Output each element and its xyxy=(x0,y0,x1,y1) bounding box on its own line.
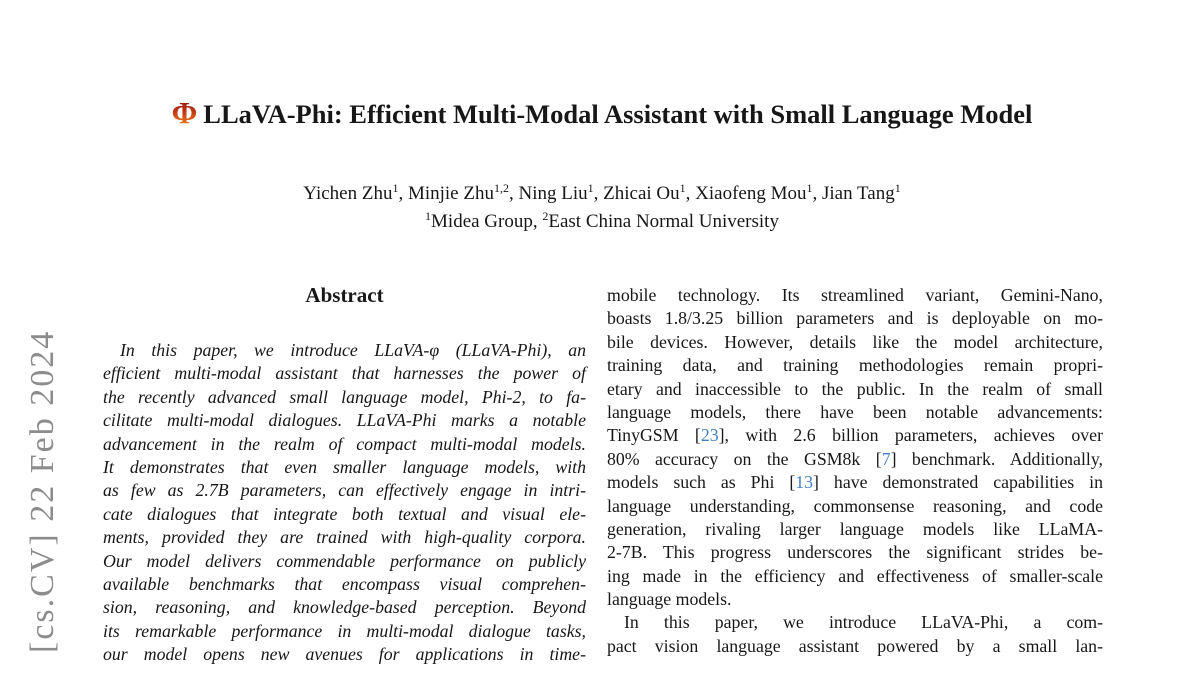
text-segment: 2 xyxy=(542,209,549,223)
text-segment: , Xiaofeng Mou xyxy=(685,183,807,204)
text-segment: efficient multi-modal assistant that harnesses the power of xyxy=(103,363,586,384)
text-line xyxy=(103,620,586,643)
text-segment: Our model delivers commendable performance on publicly xyxy=(103,550,586,571)
text-segment: mobile technology. Its streamlined variant, Gemini-Nano, xyxy=(607,285,1103,305)
text-line xyxy=(607,378,1103,401)
text-segment: It demonstrates that even smaller language models, with xyxy=(103,456,586,477)
text-segment: cate dialogues that integrate both textual and visual ele- xyxy=(103,503,586,524)
text-line xyxy=(103,386,586,409)
text-segment: ing made in the efficiency and effectiveness of smaller-scale xyxy=(607,565,1103,586)
citation-link[interactable]: 7 xyxy=(881,448,891,469)
paper-title: LLaVA-Phi: Efficient Multi-Modal Assistant with Small Language Model xyxy=(203,99,1033,129)
citation-link[interactable]: 13 xyxy=(795,472,814,493)
text-segment: boasts 1.8/3.25 billion parameters and is deployable on mo- xyxy=(607,308,1103,329)
text-line xyxy=(607,331,1103,354)
text-segment: East China Normal University xyxy=(548,211,779,232)
text-line xyxy=(607,495,1103,518)
abstract-heading: Abstract xyxy=(305,283,384,307)
arxiv-stamp: [cs.CV] 22 Feb 2024 xyxy=(24,329,61,653)
text-segment: available benchmarks that encompass visual comprehen- xyxy=(103,573,586,594)
text-line xyxy=(607,354,1103,377)
text-line xyxy=(103,409,586,432)
text-line xyxy=(607,635,1103,658)
text-segment: pact vision language assistant powered by a small lan- xyxy=(607,635,1103,656)
text-segment: sion, reasoning, and knowledge-based perception. Beyond xyxy=(103,597,586,618)
text-segment: our model opens new avenues for applications in time- xyxy=(103,644,586,665)
text-segment: TinyGSM [ xyxy=(607,425,701,446)
text-line xyxy=(103,339,586,362)
text-line xyxy=(103,643,586,666)
text-line xyxy=(103,456,586,479)
text-line xyxy=(607,307,1103,330)
text-segment: Yichen Zhu xyxy=(303,183,393,204)
text-segment: its remarkable performance in multi-modal dialogue tasks, xyxy=(103,620,586,641)
text-line xyxy=(103,433,586,456)
text-line xyxy=(103,550,586,573)
phi-logo-icon: Φ xyxy=(172,95,204,130)
text-line xyxy=(607,541,1103,564)
text-segment: cilitate multi-modal dialogues. LLaVA-Phi marks a notable xyxy=(103,410,586,431)
text-line xyxy=(607,471,1103,494)
text-segment: 1 xyxy=(392,181,399,195)
text-line xyxy=(607,284,1103,307)
text-line xyxy=(607,401,1103,424)
text-segment: , Ning Liu xyxy=(508,183,588,204)
text-segment: generation, rivaling larger language models like LLaMA- xyxy=(607,518,1103,539)
text-line xyxy=(607,424,1103,447)
text-segment: as few as 2.7B parameters, can effectively engage in intri- xyxy=(103,480,586,501)
text-segment: 1 xyxy=(806,181,813,195)
text-segment: ] benchmark. Additionally, xyxy=(890,448,1103,469)
citation-link[interactable]: 23 xyxy=(700,425,719,446)
abstract-text xyxy=(103,339,586,666)
text-segment: 1 xyxy=(425,209,432,223)
text-segment: the recently advanced small language model, Phi-2, to fa- xyxy=(103,386,586,407)
text-segment: language models. xyxy=(607,589,732,610)
text-line xyxy=(103,526,586,549)
text-segment: ], with 2.6 billion parameters, achieves over xyxy=(718,425,1103,446)
text-segment: 2-7B. This progress underscores the significant strides be- xyxy=(607,542,1103,563)
text-line xyxy=(103,479,586,502)
text-segment: In this paper, we introduce LLaVA-φ (LLaVA-Phi), an xyxy=(120,340,586,360)
text-segment: models such as Phi [ xyxy=(607,472,796,493)
text-line xyxy=(103,573,586,596)
text-line xyxy=(607,518,1103,541)
text-segment: 80% accuracy on the GSM8k [ xyxy=(607,448,882,469)
text-segment: , Minjie Zhu xyxy=(398,183,494,204)
text-segment: bile devices. However, details like the model architecture, xyxy=(607,331,1103,352)
text-segment: 1,2 xyxy=(493,181,509,195)
text-line xyxy=(103,362,586,385)
text-line xyxy=(103,503,586,526)
text-segment: , Jian Tang xyxy=(812,183,895,204)
text-segment: In this paper, we introduce LLaVA-Phi, a com- xyxy=(624,612,1103,633)
left-column xyxy=(103,283,586,666)
text-line xyxy=(103,596,586,619)
text-segment: training data, and training methodologies remain propri- xyxy=(607,355,1103,376)
text-segment: etary and inaccessible to the public. In the realm of small xyxy=(607,378,1103,399)
text-segment: 1 xyxy=(679,181,686,195)
text-segment: , Zhicai Ou xyxy=(593,183,680,204)
text-segment: 1 xyxy=(587,181,594,195)
text-line xyxy=(607,611,1103,634)
text-line xyxy=(607,565,1103,588)
text-segment: advancement in the realm of compact multi-modal models. xyxy=(103,433,586,454)
text-line xyxy=(607,448,1103,471)
text-segment: language models, there have been notable advancements: xyxy=(607,401,1103,422)
text-segment: language understanding, commonsense reasoning, and code xyxy=(607,495,1103,516)
right-column xyxy=(607,284,1103,658)
text-segment: ments, provided they are trained with high-quality corpora. xyxy=(103,527,586,548)
text-segment: 1 xyxy=(894,181,901,195)
text-segment: ] have demonstrated capabilities in xyxy=(813,472,1103,493)
affiliation-line xyxy=(100,203,1104,235)
title-row xyxy=(100,97,1104,130)
text-segment: Midea Group, xyxy=(431,211,543,232)
